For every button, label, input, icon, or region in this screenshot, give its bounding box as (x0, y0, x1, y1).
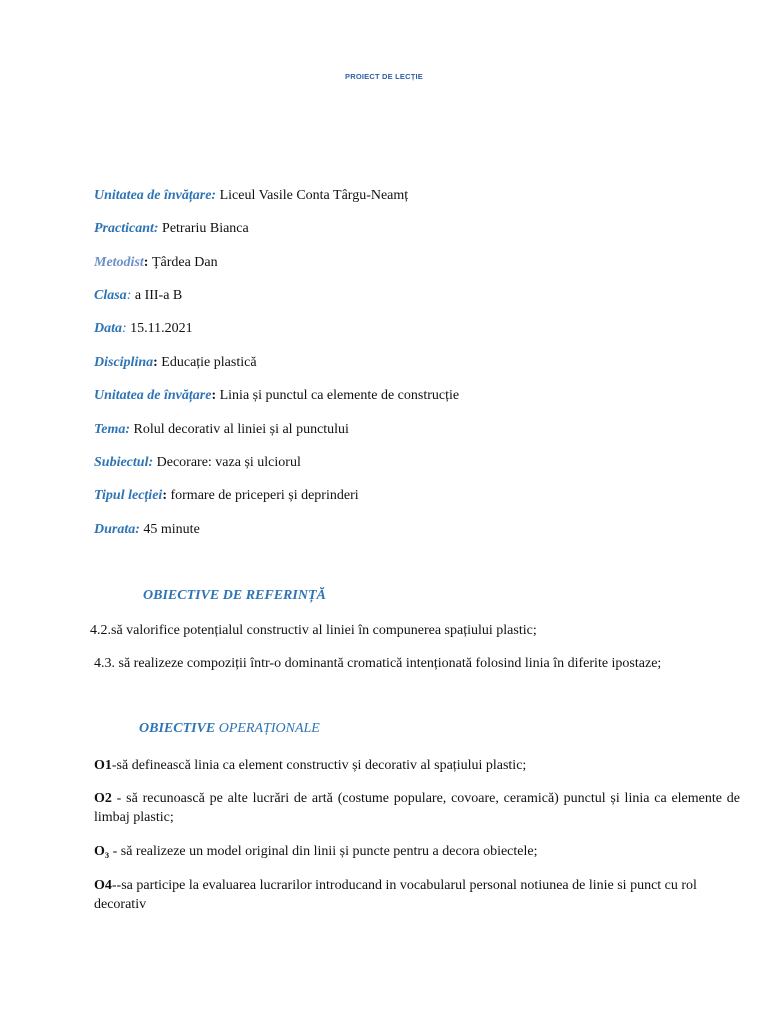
objective-o4 (94, 876, 740, 914)
objective-o3 (94, 842, 740, 861)
field-value: Educație plastică (157, 355, 257, 370)
field-value: Decorare: vaza și ulciorul (153, 455, 301, 470)
field-colon: : (162, 488, 167, 503)
field-label: Practicant: (94, 221, 159, 236)
field-subiectul (94, 454, 301, 472)
objective-referinta-4-2: 4.2.să valorifice potențialul constructiv al liniei în compunerea spațiului plastic; (90, 623, 537, 638)
objective-code: O₃ (94, 844, 110, 859)
field-practicant (94, 220, 249, 238)
field-label: Metodist (94, 255, 144, 270)
field-label: Disciplina (94, 355, 154, 370)
field-label: Data (94, 321, 122, 336)
field-unitatea-scoala (94, 187, 408, 205)
objective-text: --sa participe la evaluarea lucrarilor introducand in vocabularul personal notiunea de linie si punct cu rol decorativ (94, 878, 697, 912)
field-value: Linia și punctul ca elemente de construcție (216, 388, 460, 403)
field-tipul-lectiei (94, 487, 359, 505)
field-colon: : (126, 288, 132, 303)
field-label: Subiectul: (94, 455, 154, 470)
objective-referinta-4-3: 4.3. să realizeze compoziții într-o dominantă cromatică intenționată folosind linia în diferite ipostaze; (94, 656, 662, 671)
field-clasa (94, 287, 182, 305)
field-value: a III-a B (131, 288, 183, 303)
field-label: Tipul lecției (94, 488, 163, 503)
objective-text: - să recunoască pe alte lucrări de artă (costume populare, covoare, ceramică) punctul și linia ca elemente de limbaj plastic; (94, 791, 740, 825)
field-colon: : (122, 321, 127, 336)
field-label: Unitatea de învățare (94, 388, 212, 403)
objective-code: O2 (94, 791, 112, 806)
section-heading-operationale (139, 721, 320, 737)
objective-code: O4 (94, 878, 112, 893)
objective-o1 (94, 756, 740, 775)
field-colon: : (143, 255, 149, 270)
field-unitatea-invatare (94, 387, 459, 405)
field-data (94, 320, 193, 338)
field-value: Țârdea Dan (148, 255, 218, 270)
field-value: Petrariu Bianca (158, 221, 249, 236)
field-value: formare de priceperi și deprinderi (166, 488, 359, 503)
field-colon: : (153, 355, 158, 370)
field-metodist (94, 254, 218, 272)
field-value: 15.11.2021 (126, 321, 193, 336)
section-heading-referinta (143, 588, 326, 604)
section-heading-text: OBIECTIVE DE REFERINȚĂ (143, 588, 326, 603)
field-label: Clasa (94, 288, 127, 303)
section-heading-rest: OPERAȚIONALE (215, 721, 320, 736)
field-colon: : (211, 388, 217, 403)
field-value: 45 minute (139, 522, 200, 537)
field-tema (94, 421, 349, 439)
field-label: Tema: (94, 422, 131, 437)
objective-code: O1 (94, 758, 112, 773)
document-title: PROIECT DE LECȚIE (345, 72, 423, 81)
field-value: Liceul Vasile Conta Târgu-Neamț (216, 188, 409, 203)
field-durata (94, 521, 200, 539)
objective-text: - să realizeze un model original din linii și puncte pentru a decora obiectele; (109, 844, 538, 859)
section-heading-bold: OBIECTIVE (139, 721, 216, 736)
field-label: Durata: (94, 522, 140, 537)
field-value: Rolul decorativ al liniei și al punctului (130, 422, 349, 437)
field-label: Unitatea de învățare: (94, 188, 217, 203)
objective-text: -să definească linia ca element constructiv și decorativ al spațiului plastic; (111, 758, 527, 773)
objective-o2 (94, 789, 740, 827)
field-disciplina (94, 354, 257, 372)
